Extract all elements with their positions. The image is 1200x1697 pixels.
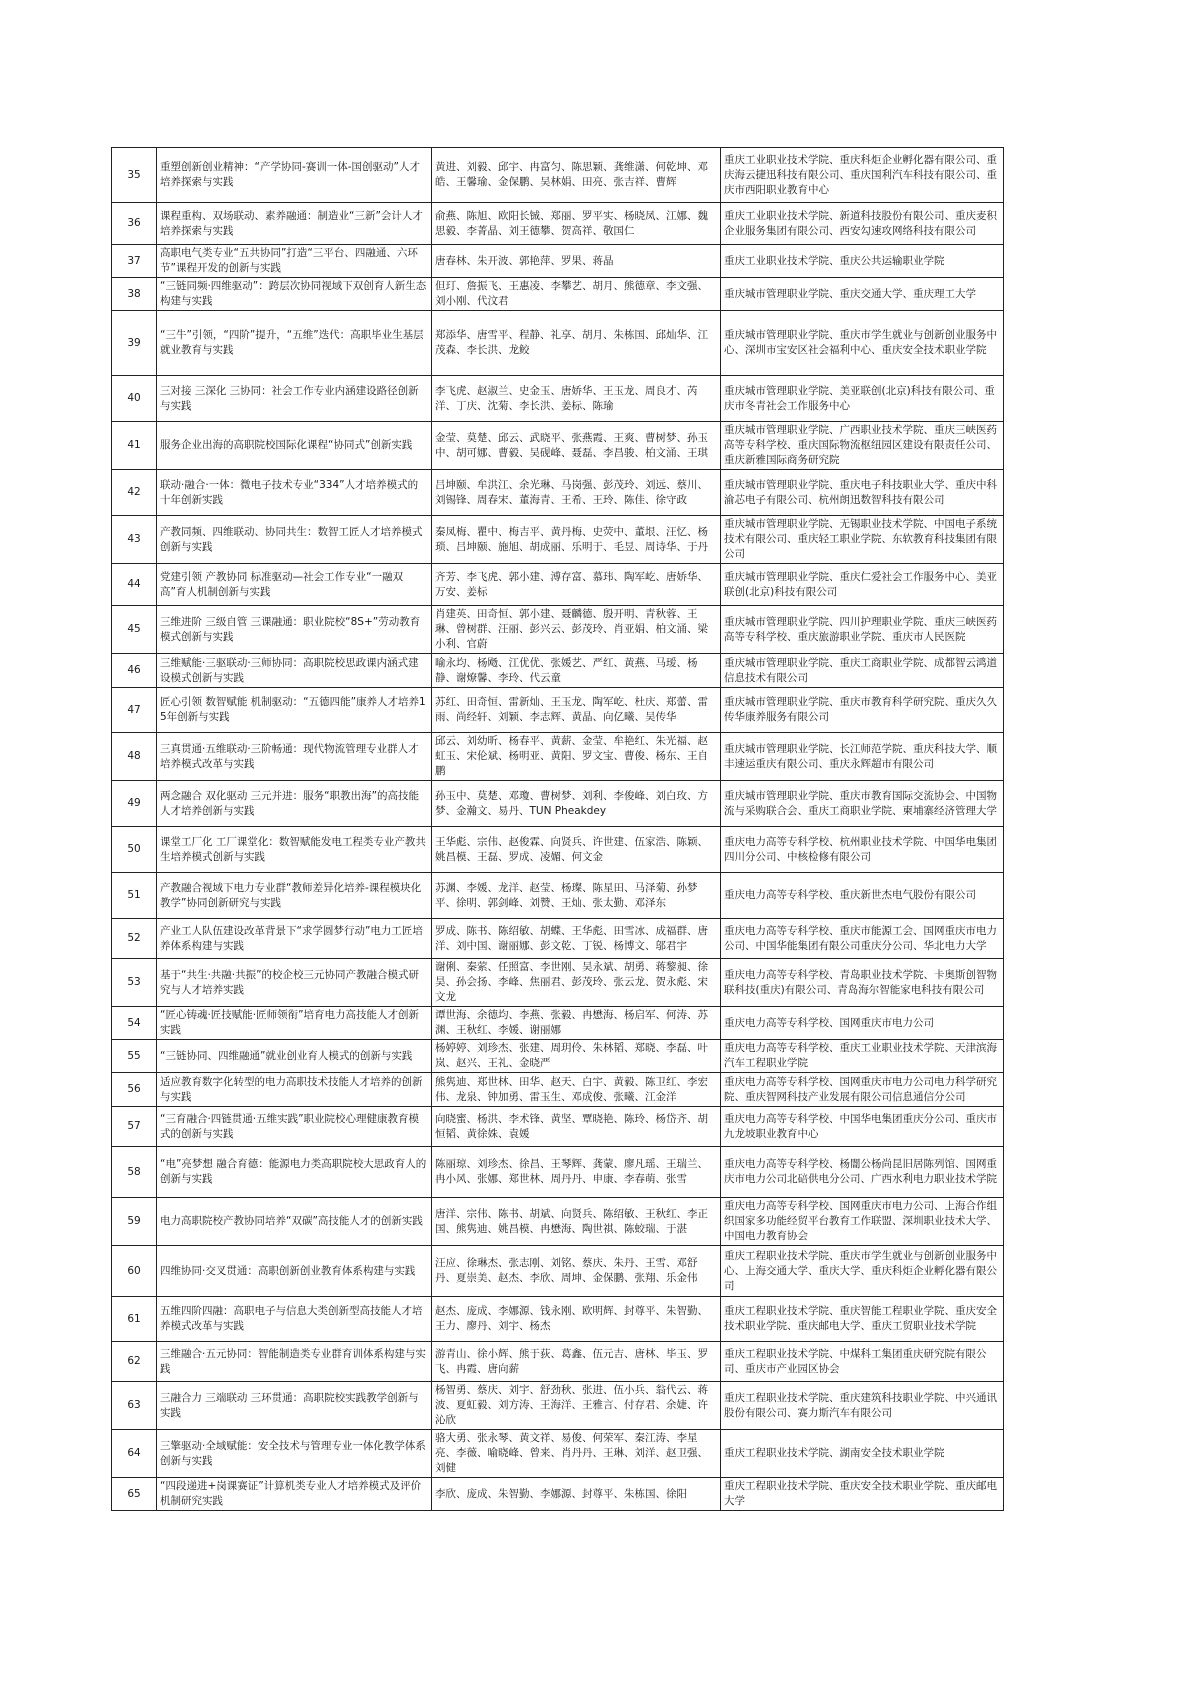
table-row bbox=[112, 1246, 1004, 1297]
project-title: 五维四阶四融：高职电子与信息大类创新型高技能人才培养模式改革与实践 bbox=[157, 1297, 432, 1342]
table-row bbox=[112, 733, 1004, 781]
table-row bbox=[112, 1007, 1004, 1040]
row-number: 62 bbox=[112, 1342, 157, 1382]
table-row bbox=[112, 1382, 1004, 1430]
table-row bbox=[112, 654, 1004, 688]
project-authors: 杨智勇、蔡庆、刘宇、舒劲秋、张进、伍小兵、翁代云、蒋波、夏虹毅、刘方涛、王海洋、王雅言、付存君、余婕、许沁欣 bbox=[432, 1382, 721, 1430]
project-title: 电力高职院校产教协同培养“双碳”高技能人才的创新实践 bbox=[157, 1198, 432, 1246]
project-title: 党建引领 产教协同 标准驱动—社会工作专业“一融双高”育人机制创新与实践 bbox=[157, 564, 432, 606]
project-authors: 吕坤颐、牟洪江、余光琳、马岗强、彭茂玲、刘远、蔡川、刘锡锋、周春宋、董海青、王希、王玲、陈佳、徐守政 bbox=[432, 470, 721, 516]
row-number: 35 bbox=[112, 148, 157, 203]
table-row bbox=[112, 827, 1004, 873]
row-number: 52 bbox=[112, 919, 157, 959]
project-units: 重庆工程职业技术学院、中煤科工集团重庆研究院有限公司、重庆市产业园区协会 bbox=[721, 1342, 1004, 1382]
project-units: 重庆城市管理职业学院、重庆市教育科学研究院、重庆久久传华康养服务有限公司 bbox=[721, 688, 1004, 733]
project-authors: 郑添华、唐雪平、程静、礼享、胡月、朱栋国、邱灿华、江茂森、李长洪、龙鲛 bbox=[432, 311, 721, 376]
project-units: 重庆电力高等专科学校、重庆市能源工会、国网重庆市电力公司、中国华能集团有限公司重庆分公司、华北电力大学 bbox=[721, 919, 1004, 959]
project-authors: 杨婷婷、刘珍杰、张建、周玥伶、朱林韬、郑晓、李磊、叶岚、赵兴、王礼、金晓严 bbox=[432, 1040, 721, 1073]
project-authors: 骆大勇、张永琴、黄文祥、易俊、何荣军、秦江涛、李星亮、李薇、喻晓峰、曾来、肖丹丹、王琳、刘洋、赵卫强、刘健 bbox=[432, 1430, 721, 1478]
project-title: 重塑创新创业精神：“产学协同-赛训一体-国创驱动”人才培养探索与实践 bbox=[157, 148, 432, 203]
row-number: 60 bbox=[112, 1246, 157, 1297]
table-row bbox=[112, 873, 1004, 919]
table-row bbox=[112, 919, 1004, 959]
table-row bbox=[112, 1107, 1004, 1147]
table-row bbox=[112, 470, 1004, 516]
project-authors: 孙玉中、莫楚、邓瓊、曹树梦、刘利、李俊峰、刘白玫、方梦、金瀚文、易丹、TUN Pheakdey bbox=[432, 781, 721, 827]
project-units: 重庆城市管理职业学院、广西职业技术学院、重庆三峡医药高等专科学校、重庆国际物流枢纽园区建设有限责任公司、重庆新雅国际商务研究院 bbox=[721, 422, 1004, 470]
project-authors: 唐洋、宗伟、陈书、胡斌、向贤兵、陈绍敏、王秋红、李正国、熊隽迪、姚昌模、冉懋海、陶世祺、陈蛟瑞、于湛 bbox=[432, 1198, 721, 1246]
project-title: “三牛”引领，“四阶”提升，“五维”迭代：高职毕业生基层就业教育与实践 bbox=[157, 311, 432, 376]
project-units: 重庆工程职业技术学院、重庆安全技术职业学院、重庆邮电大学 bbox=[721, 1478, 1004, 1511]
project-title: “四段递进+岗课赛证”计算机类专业人才培养模式及评价机制研究实践 bbox=[157, 1478, 432, 1511]
project-units: 重庆电力高等专科学校、杭州职业技术学院、中国华电集团四川分公司、中核检修有限公司 bbox=[721, 827, 1004, 873]
table-row bbox=[112, 606, 1004, 654]
project-title: “三链同频·四维驱动”：跨层次协同视域下双创育人新生态构建与实践 bbox=[157, 278, 432, 311]
project-units: 重庆工程职业技术学院、湖南安全技术职业学院 bbox=[721, 1430, 1004, 1478]
project-title: 三维赋能·三驱联动·三师协同：高职院校思政课内涵式建设模式创新与实践 bbox=[157, 654, 432, 688]
project-units: 重庆城市管理职业学院、重庆工商职业学院、成都智云鸿道信息技术有限公司 bbox=[721, 654, 1004, 688]
table-row bbox=[112, 148, 1004, 203]
project-authors: 汪应、徐琳杰、张志刚、刘铭、蔡庆、朱丹、王雪、邓舒丹、夏崇美、赵杰、李欣、周坤、金保鹏、张翔、乐金伟 bbox=[432, 1246, 721, 1297]
project-units: 重庆电力高等专科学校、青岛职业技术学院、卡奥斯创智物联科技(重庆)有限公司、青岛海尔智能家电科技有限公司 bbox=[721, 959, 1004, 1007]
row-number: 42 bbox=[112, 470, 157, 516]
project-units: 重庆工业职业技术学院、新道科技股份有限公司、重庆麦积企业服务集团有限公司、西安勾速攻网络科技有限公司 bbox=[721, 203, 1004, 245]
table-row bbox=[112, 1147, 1004, 1198]
table-row bbox=[112, 1478, 1004, 1511]
project-authors: 苏渊、李媛、龙洋、赵莹、杨璨、陈星田、马泽菊、孙梦平、徐明、郭剑峰、刘赞、王灿、张太勤、邓泽东 bbox=[432, 873, 721, 919]
project-title: 产教融合视域下电力专业群“教师差异化培养-课程模块化教学”协同创新研究与实践 bbox=[157, 873, 432, 919]
table-row bbox=[112, 1040, 1004, 1073]
project-title: “三育融合·四链贯通·五维实践”职业院校心理健康教育模式的创新与实践 bbox=[157, 1107, 432, 1147]
table-row bbox=[112, 1430, 1004, 1478]
award-table bbox=[111, 147, 1004, 1511]
project-title: 三维进阶 三级自管 三课融通：职业院校“8S+”劳动教育模式创新与实践 bbox=[157, 606, 432, 654]
table-row bbox=[112, 1073, 1004, 1107]
project-units: 重庆工程职业技术学院、重庆建筑科技职业学院、中兴通讯股份有限公司、赛力斯汽车有限公司 bbox=[721, 1382, 1004, 1430]
project-authors: 喻永均、杨飏、江优优、张媛艺、严红、黄燕、马瑷、杨静、谢燎馨、李玲、代云童 bbox=[432, 654, 721, 688]
project-authors: 秦凤梅、瞿中、梅吉平、黄丹梅、史荧中、董垠、汪忆、杨琐、吕坤颐、施旭、胡成丽、乐明于、毛昱、周诗华、于丹 bbox=[432, 516, 721, 564]
project-units: 重庆城市管理职业学院、四川护理职业学院、重庆三峡医药高等专科学校、重庆旅游职业学院、重庆市人民医院 bbox=[721, 606, 1004, 654]
row-number: 43 bbox=[112, 516, 157, 564]
table-row bbox=[112, 311, 1004, 376]
project-title: 三融合力 三端联动 三环贯通：高职院校实践教学创新与实践 bbox=[157, 1382, 432, 1430]
row-number: 55 bbox=[112, 1040, 157, 1073]
row-number: 50 bbox=[112, 827, 157, 873]
table-row bbox=[112, 376, 1004, 422]
project-units: 重庆电力高等专科学校、国网重庆市电力公司 bbox=[721, 1007, 1004, 1040]
project-title: 服务企业出海的高职院校国际化课程“协同式”创新实践 bbox=[157, 422, 432, 470]
project-authors: 金莹、莫楚、邱云、武晓平、张燕霞、王爽、曹树梦、孙玉中、胡可娜、曹毅、吴砚峰、聂磊、李昌骏、柏文涌、王琪 bbox=[432, 422, 721, 470]
project-title: 三擎驱动·全域赋能：安全技术与管理专业一体化教学体系创新与实践 bbox=[157, 1430, 432, 1478]
project-authors: 罗成、陈书、陈绍敏、胡蝶、王华彪、田雪冰、成福群、唐洋、刘中国、谢丽娜、彭文乾、丁锐、杨博文、邬君宇 bbox=[432, 919, 721, 959]
project-authors: 俞燕、陈旭、欧阳长铖、郑丽、罗平实、杨晓凤、江娜、魏思毅、李菁晶、刘王德攀、贺高祥、敬国仁 bbox=[432, 203, 721, 245]
row-number: 38 bbox=[112, 278, 157, 311]
table-row bbox=[112, 1342, 1004, 1382]
project-units: 重庆城市管理职业学院、重庆电子科技职业大学、重庆中科渝芯电子有限公司、杭州朗迅数智科技有限公司 bbox=[721, 470, 1004, 516]
project-title: 三对接 三深化 三协同：社会工作专业内涵建设路径创新与实践 bbox=[157, 376, 432, 422]
row-number: 63 bbox=[112, 1382, 157, 1430]
project-units: 重庆电力高等专科学校、中国华电集团重庆分公司、重庆市九龙坡职业教育中心 bbox=[721, 1107, 1004, 1147]
table-row bbox=[112, 203, 1004, 245]
project-title: 高职电气类专业“五共协同”打造“三平台、四融通、六环节”课程开发的创新与实践 bbox=[157, 245, 432, 278]
project-authors: 赵杰、庞成、李娜源、钱永刚、欧明辉、封尊平、朱智勤、王力、廖丹、刘宇、杨杰 bbox=[432, 1297, 721, 1342]
table-row bbox=[112, 278, 1004, 311]
project-title: 课堂工厂化 工厂课堂化：数智赋能发电工程类专业产教共生培养模式创新与实践 bbox=[157, 827, 432, 873]
row-number: 54 bbox=[112, 1007, 157, 1040]
row-number: 58 bbox=[112, 1147, 157, 1198]
table-row bbox=[112, 516, 1004, 564]
project-authors: 陈丽琼、刘珍杰、徐昌、王琴辉、龚蒙、廖凡瑶、王瑞兰、冉小风、张娜、郑世林、周丹丹、申康、李春萌、张雪 bbox=[432, 1147, 721, 1198]
row-number: 47 bbox=[112, 688, 157, 733]
project-authors: 谢俐、秦萦、任照富、李世刚、吴永斌、胡勇、蒋黎昶、徐昊、孙会扬、李峰、焦丽君、彭茂玲、张云龙、贺永彪、宋文龙 bbox=[432, 959, 721, 1007]
table-row bbox=[112, 688, 1004, 733]
row-number: 46 bbox=[112, 654, 157, 688]
project-units: 重庆电力高等专科学校、杨闇公杨尚昆旧居陈列馆、国网重庆市电力公司北碚供电分公司、广西水利电力职业技术学院 bbox=[721, 1147, 1004, 1198]
table-row bbox=[112, 781, 1004, 827]
project-units: 重庆城市管理职业学院、无锡职业技术学院、中国电子系统技术有限公司、重庆轻工职业学院、东软教育科技集团有限公司 bbox=[721, 516, 1004, 564]
row-number: 64 bbox=[112, 1430, 157, 1478]
project-units: 重庆城市管理职业学院、重庆仁爱社会工作服务中心、美亚联创(北京)科技有限公司 bbox=[721, 564, 1004, 606]
project-authors: 肖建英、田奇恒、郭小建、聂麟德、殷开明、青秋蓉、王琳、曾树群、汪丽、彭兴云、彭茂玲、肖亚娟、柏文涌、梁小利、官蔚 bbox=[432, 606, 721, 654]
project-title: 四维协同·交叉贯通：高职创新创业教育体系构建与实践 bbox=[157, 1246, 432, 1297]
project-title: 联动·融合·一体：微电子技术专业“334”人才培养模式的十年创新实践 bbox=[157, 470, 432, 516]
project-title: “匠心铸魂·匠技赋能·匠师领衔”培育电力高技能人才创新实践 bbox=[157, 1007, 432, 1040]
row-number: 57 bbox=[112, 1107, 157, 1147]
project-authors: 邱云、刘幼昕、杨春平、黄薪、金莹、牟艳红、朱光福、赵虹玉、宋伦斌、杨明亚、黄阳、罗文宝、曹俊、杨东、王自鹏 bbox=[432, 733, 721, 781]
project-authors: 李飞虎、赵淑兰、史金玉、唐娇华、王玉龙、周良才、芮洋、丁庆、沈菊、李长洪、姜标、陈瑜 bbox=[432, 376, 721, 422]
project-units: 重庆工程职业技术学院、重庆智能工程职业学院、重庆安全技术职业学院、重庆邮电大学、重庆工贸职业技术学院 bbox=[721, 1297, 1004, 1342]
project-units: 重庆工业职业技术学院、重庆公共运输职业学院 bbox=[721, 245, 1004, 278]
project-authors: 王华彪、宗伟、赵俊霖、向贤兵、许世建、伍家浩、陈颖、姚昌模、王磊、罗成、凌媚、何文金 bbox=[432, 827, 721, 873]
row-number: 39 bbox=[112, 311, 157, 376]
project-title: 适应教育数字化转型的电力高职技术技能人才培养的创新与实践 bbox=[157, 1073, 432, 1107]
project-authors: 齐芳、李飞虎、郭小建、溥存富、慕玮、陶军屹、唐娇华、万安、姜标 bbox=[432, 564, 721, 606]
project-units: 重庆城市管理职业学院、重庆市教育国际交流协会、中国物流与采购联合会、重庆工商职业学院、柬埔寨经济管理大学 bbox=[721, 781, 1004, 827]
table-row bbox=[112, 1198, 1004, 1246]
project-authors: 熊隽迪、郑世林、田华、赵天、白宇、黄毅、陈卫红、李宏伟、龙泉、钟加勇、雷玉生、邓成俊、张曦、江金洋 bbox=[432, 1073, 721, 1107]
row-number: 36 bbox=[112, 203, 157, 245]
row-number: 53 bbox=[112, 959, 157, 1007]
row-number: 49 bbox=[112, 781, 157, 827]
project-title: “电”亮梦想 融合育德：能源电力类高职院校大思政育人的创新与实践 bbox=[157, 1147, 432, 1198]
project-authors: 谭世海、余德均、李燕、张毅、冉懋海、杨启军、何涛、苏渊、王秋红、李媛、谢丽娜 bbox=[432, 1007, 721, 1040]
row-number: 51 bbox=[112, 873, 157, 919]
project-units: 重庆工程职业技术学院、重庆市学生就业与创新创业服务中心、上海交通大学、重庆大学、重庆科炬企业孵化器有限公司 bbox=[721, 1246, 1004, 1297]
table-row bbox=[112, 564, 1004, 606]
project-units: 重庆电力高等专科学校、重庆工业职业技术学院、天津滨海汽车工程职业学院 bbox=[721, 1040, 1004, 1073]
project-authors: 李欣、庞成、朱智勤、李娜源、封尊平、朱栋国、徐阳 bbox=[432, 1478, 721, 1511]
project-units: 重庆城市管理职业学院、重庆交通大学、重庆理工大学 bbox=[721, 278, 1004, 311]
project-units: 重庆工业职业技术学院、重庆科炬企业孵化器有限公司、重庆海云捷迅科技有限公司、重庆国利汽车科技有限公司、重庆市西阳职业教育中心 bbox=[721, 148, 1004, 203]
row-number: 41 bbox=[112, 422, 157, 470]
project-title: 基于“共生·共融·共振”的校企校三元协同产教融合模式研究与人才培养实践 bbox=[157, 959, 432, 1007]
project-units: 重庆电力高等专科学校、国网重庆市电力公司、上海合作组织国家多功能经贸平台教育工作联盟、深圳职业技术大学、中国电力教育协会 bbox=[721, 1198, 1004, 1246]
project-title: 两念融合 双化驱动 三元并进：服务“职教出海”的高技能人才培养创新与实践 bbox=[157, 781, 432, 827]
project-title: 产业工人队伍建设改革背景下“求学圆梦行动”电力工匠培养体系构建与实践 bbox=[157, 919, 432, 959]
project-authors: 黄进、刘毅、邱宇、冉富匀、陈思颖、龚维潇、何乾坤、邓皓、王馨瑜、金保鹏、吴林娟、田亮、张吉祥、曹辉 bbox=[432, 148, 721, 203]
project-title: 产教同频、四维联动、协同共生：数智工匠人才培养模式创新与实践 bbox=[157, 516, 432, 564]
project-units: 重庆电力高等专科学校、国网重庆市电力公司电力科学研究院、重庆智网科技产业发展有限公司信息通信分公司 bbox=[721, 1073, 1004, 1107]
table-row bbox=[112, 1297, 1004, 1342]
row-number: 45 bbox=[112, 606, 157, 654]
row-number: 59 bbox=[112, 1198, 157, 1246]
table-row bbox=[112, 422, 1004, 470]
project-title: 三真贯通·五维联动·三阶畅通：现代物流管理专业群人才培养模式改革与实践 bbox=[157, 733, 432, 781]
row-number: 48 bbox=[112, 733, 157, 781]
project-units: 重庆城市管理职业学院、美亚联创(北京)科技有限公司、重庆市冬青社会工作服务中心 bbox=[721, 376, 1004, 422]
table-row bbox=[112, 245, 1004, 278]
project-title: 课程重构、双场联动、素养融通：制造业“三新”会计人才培养探索与实践 bbox=[157, 203, 432, 245]
project-title: 三维融合·五元协同：智能制造类专业群育训体系构建与实践 bbox=[157, 1342, 432, 1382]
row-number: 65 bbox=[112, 1478, 157, 1511]
row-number: 56 bbox=[112, 1073, 157, 1107]
project-title: “三链协同、四维融通”就业创业育人模式的创新与实践 bbox=[157, 1040, 432, 1073]
row-number: 61 bbox=[112, 1297, 157, 1342]
project-authors: 但玎、詹振飞、王惠凌、李攀艺、胡月、熊德章、李文强、刘小刚、代汶君 bbox=[432, 278, 721, 311]
project-authors: 游青山、徐小辉、熊于荻、葛鑫、伍元吉、唐林、毕玉、罗飞、冉霞、唐向薪 bbox=[432, 1342, 721, 1382]
project-title: 匠心引领 数智赋能 机制驱动：“五德四能”康养人才培养15年创新与实践 bbox=[157, 688, 432, 733]
project-authors: 苏红、田奇恒、雷新灿、王玉龙、陶军屹、杜庆、郑蕾、雷雨、尚经轩、刘颖、李志辉、黄晶、向亿曦、吴传华 bbox=[432, 688, 721, 733]
row-number: 40 bbox=[112, 376, 157, 422]
project-authors: 唐春林、朱开波、郭艳萍、罗果、蒋晶 bbox=[432, 245, 721, 278]
table-row bbox=[112, 959, 1004, 1007]
row-number: 37 bbox=[112, 245, 157, 278]
award-table-body bbox=[112, 148, 1004, 1511]
row-number: 44 bbox=[112, 564, 157, 606]
project-units: 重庆城市管理职业学院、重庆市学生就业与创新创业服务中心、深圳市宝安区社会福利中心、重庆安全技术职业学院 bbox=[721, 311, 1004, 376]
project-units: 重庆城市管理职业学院、长江师范学院、重庆科技大学、顺丰速运重庆有限公司、重庆永辉超市有限公司 bbox=[721, 733, 1004, 781]
project-units: 重庆电力高等专科学校、重庆新世杰电气股份有限公司 bbox=[721, 873, 1004, 919]
project-authors: 向晓蜜、杨洪、李术锋、黄坚、覃晓艳、陈玲、杨岱齐、胡恒韬、黄徐姝、袁媛 bbox=[432, 1107, 721, 1147]
